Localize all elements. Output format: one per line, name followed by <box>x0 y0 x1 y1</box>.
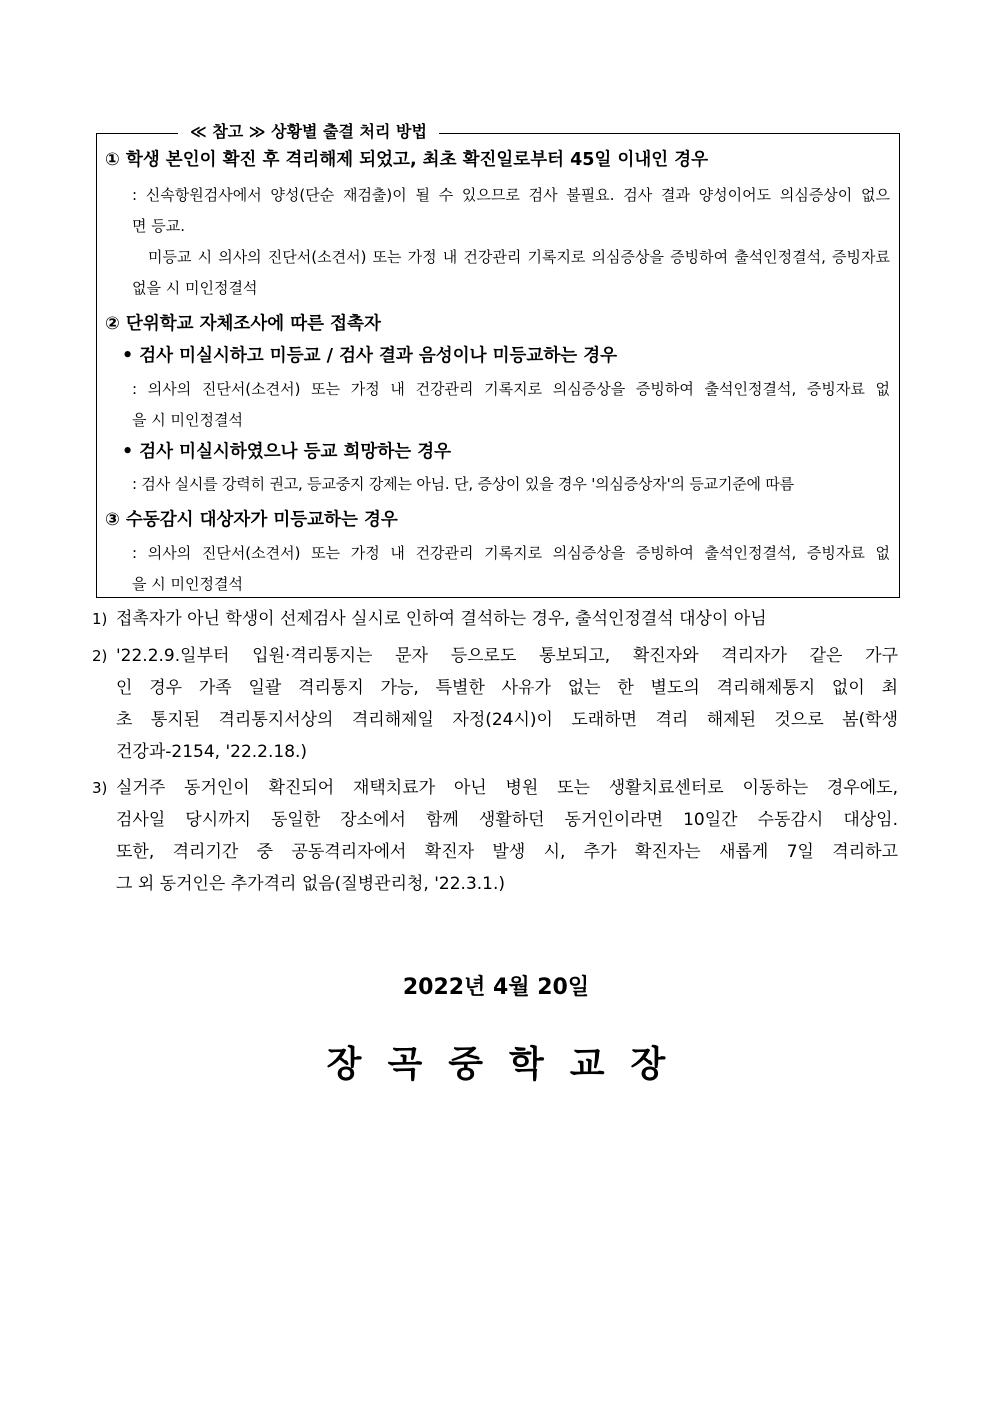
footnote-2-line-3: 초 통지된 격리통지서상의 격리해제일 자정(24시)이 도래하면 격리 해제된 것으로 봄(학생 <box>116 710 898 730</box>
footnote-2-line-4: 건강과-2154, '22.2.18.) <box>116 742 308 762</box>
footnote-3-line-4: 그 외 동거인은 추가격리 없음(질병관리청, '22.3.1.) <box>116 874 506 894</box>
section-1-line-3: 미등교 시 의사의 진단서(소견서) 또는 가정 내 건강관리 기록지로 의심증상을 증빙하여 출석인정결석, 증빙자료 <box>148 248 890 266</box>
footnote-2 <box>92 640 898 768</box>
principal-signature: 장곡중학교장 <box>326 1044 692 1085</box>
section-3-line-1: : 의사의 진단서(소견서) 또는 가정 내 건강관리 기록지로 의심증상을 증빙하여 출석인정결석, 증빙자료 없 <box>132 544 890 562</box>
footnote-2-line-2: 인 경우 가족 일괄 격리통지 가능, 특별한 사유가 없는 한 별도의 격리해제통지 없이 최 <box>116 678 898 698</box>
footnote-1 <box>92 603 898 635</box>
footnote-2-number: 2) <box>92 647 108 665</box>
footnote-3-line-3: 또한, 격리기간 중 공동격리자에서 확진자 발생 시, 추가 확진자는 새롭게 7일 격리하고 <box>116 842 898 862</box>
section-2-bullet-2-line-1: : 검사 실시를 강력히 권고, 등교중지 강제는 아님. 단, 증상이 있을 경우 '의심증상자'의 등교기준에 따름 <box>132 475 794 493</box>
section-2-bullet-1-line-1: : 의사의 진단서(소견서) 또는 가정 내 건강관리 기록지로 의심증상을 증빙하여 출석인정결석, 증빙자료 없 <box>132 380 890 398</box>
footnote-3-line-1: 실거주 동거인이 확진되어 재택치료가 아닌 병원 또는 생활치료센터로 이동하는 경우에도, <box>116 778 898 798</box>
footnote-2-line-1: '22.2.9.일부터 입원·격리통지는 문자 등으로도 통보되고, 확진자와 격리자가 같은 가구 <box>116 646 898 666</box>
section-3-line-2: 을 시 미인정결석 <box>132 575 243 593</box>
section-1-line-4: 없을 시 미인정결석 <box>132 279 258 297</box>
section-2-bullet-1-line-2: 을 시 미인정결석 <box>132 411 243 429</box>
reference-title: ≪ 참고 ≫ 상황별 출결 처리 방법 <box>178 120 439 144</box>
section-1-line-2: 면 등교. <box>132 217 186 235</box>
section-2-heading: ② 단위학교 자체조사에 따른 접촉자 <box>105 314 381 334</box>
footnote-1-line-1: 접촉자가 아닌 학생이 선제검사 실시로 인하여 결석하는 경우, 출석인정결석 대상이 아님 <box>116 609 767 629</box>
document-date: 2022년 4월 20일 <box>402 975 590 1000</box>
footnote-3-number: 3) <box>92 779 108 797</box>
section-2-bullet-2: • 검사 미실시하였으나 등교 희망하는 경우 <box>122 442 452 462</box>
footnote-1-number: 1) <box>92 610 108 628</box>
section-3-heading: ③ 수동감시 대상자가 미등교하는 경우 <box>105 510 398 530</box>
footnote-3 <box>92 772 898 900</box>
footnote-3-line-2: 검사일 당시까지 동일한 장소에서 함께 생활하던 동거인이라면 10일간 수동감시 대상임. <box>116 810 898 830</box>
section-2-bullet-1: • 검사 미실시하고 미등교 / 검사 결과 음성이나 미등교하는 경우 <box>122 346 618 366</box>
section-1-heading: ① 학생 본인이 확진 후 격리해제 되었고, 최초 확진일로부터 45일 이내인 경우 <box>105 150 709 170</box>
section-1-line-1: : 신속항원검사에서 양성(단순 재검출)이 될 수 있으므로 검사 불필요. 검사 결과 양성이어도 의심증상이 없으 <box>132 186 890 204</box>
